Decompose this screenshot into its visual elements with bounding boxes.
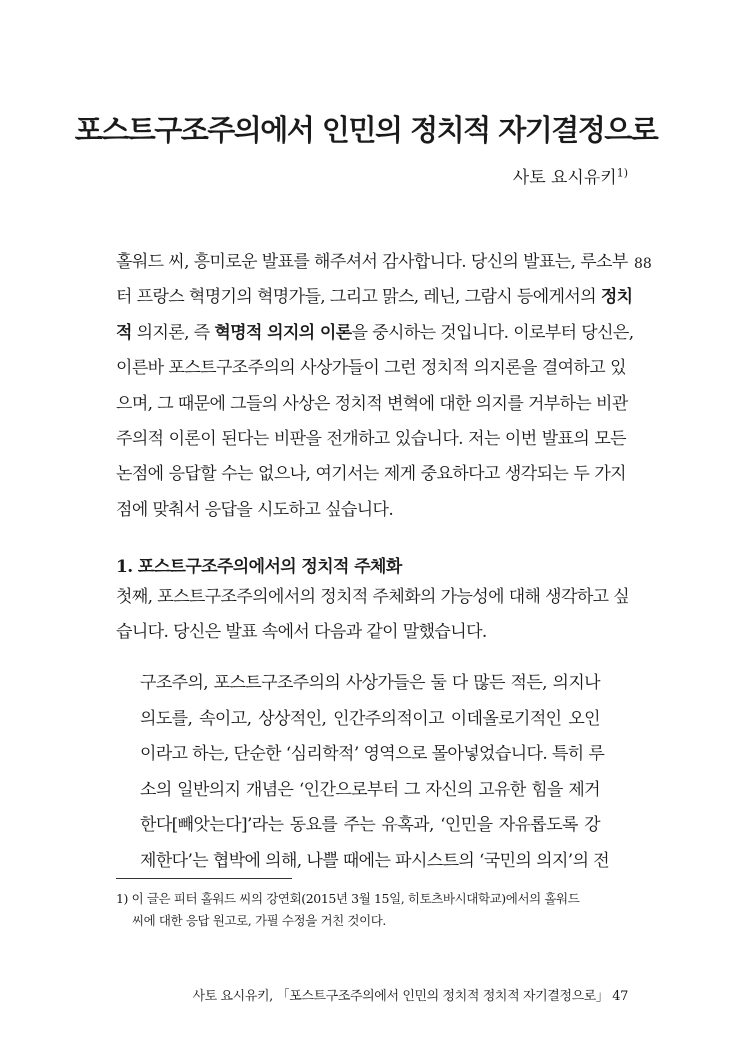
footnote-line: 씨에 대한 응답 원고로, 가필 수정을 거친 것이다. [132, 913, 386, 928]
quote-line: 한다[빼앗는다]’라는 동요를 주는 유혹과, ‘인민을 자유롭도록 강 [140, 815, 600, 836]
quote-line: 제한다’는 협박에 의해, 나쁠 때에는 파시스트의 ‘국민의 의지’의 전 [140, 850, 610, 871]
paragraph-line-text: 을 중시하는 것입니다. 이로부터 당신은, [351, 322, 634, 343]
paragraph-line [116, 280, 633, 315]
quote-line: 이라고 하는, 단순한 ‘심리학적’ 영역으로 몰아넣었습니다. 특히 루 [140, 744, 605, 765]
paragraph-line [116, 316, 634, 351]
bold-term: 정치 [600, 287, 633, 308]
paragraph-line: 주의적 이론이 된다는 비판을 전개하고 있습니다. 저는 이번 발표의 모든 [116, 429, 626, 450]
paragraph-line: 점에 맞춰서 응답을 시도하고 싶습니다. [116, 499, 394, 520]
block-quote [140, 666, 610, 880]
footnote-line: 1) 이 글은 피터 홀워드 씨의 강연회(2015년 3월 15일, 히토츠바시대학교)에서의 홀워드 [116, 891, 580, 906]
section-heading: 1. 포스트구조주의에서의 정치적 주체화 [116, 557, 402, 577]
paragraph-line: 첫째, 포스트구조주의에서의 정치적 주체화의 가능성에 대해 생각하고 싶 [116, 587, 630, 607]
paragraph-line-text: 의지론, 즉 [136, 322, 210, 343]
bold-term: 혁명적 의지의 이론 [214, 322, 352, 343]
paragraph-line: 논점에 응답할 수는 없으나, 여기서는 제게 중요하다고 생각되는 두 가지 [116, 464, 626, 485]
quote-line: 구조주의, 포스트구조주의의 사상가들은 둘 다 많든 적든, 의지나 [140, 673, 600, 693]
footnote [116, 888, 626, 932]
paragraph-line: 홀워드 씨, 흥미로운 발표를 해주셔서 감사합니다. 당신의 발표는, 루소부 [116, 252, 628, 272]
article-title: 포스트구조주의에서 인민의 정치적 자기결정으로 [74, 113, 658, 147]
section-paragraph [116, 580, 630, 651]
quote-line: 소의 일반의지 개념은 ‘인간으로부터 그 자신의 고유한 힘을 제거 [140, 779, 600, 800]
bold-term: 적 [116, 322, 132, 343]
paragraph-line-text: 터 프랑스 혁명기의 혁명가들, 그리고 맑스, 레닌, 그람시 등에게서의 [116, 287, 597, 308]
running-footer: 사토 요시유키, 「포스트구조주의에서 인민의 정치적 정치적 자기결정으로」 47 [192, 989, 628, 1004]
paragraph-line: 으며, 그 때문에 그들의 사상은 정치적 변혁에 대한 의지를 거부하는 비관 [116, 393, 628, 414]
author-name: 사토 요시유키 [512, 168, 617, 188]
footnote-divider [116, 878, 292, 879]
paragraph-line: 이른바 포스트구조주의의 사상가들이 그런 정치적 의지론을 결여하고 있 [116, 358, 626, 379]
author-line [513, 163, 628, 188]
intro-paragraph [116, 245, 634, 528]
quote-line: 의도를, 속이고, 상상적인, 인간주의적이고 이데올로기적인 오인 [140, 708, 600, 729]
author-footnote-marker: 1) [616, 166, 628, 180]
paragraph-line: 습니다. 당신은 발표 속에서 다음과 같이 말했습니다. [116, 622, 487, 643]
margin-page-number: 88 [634, 256, 652, 272]
